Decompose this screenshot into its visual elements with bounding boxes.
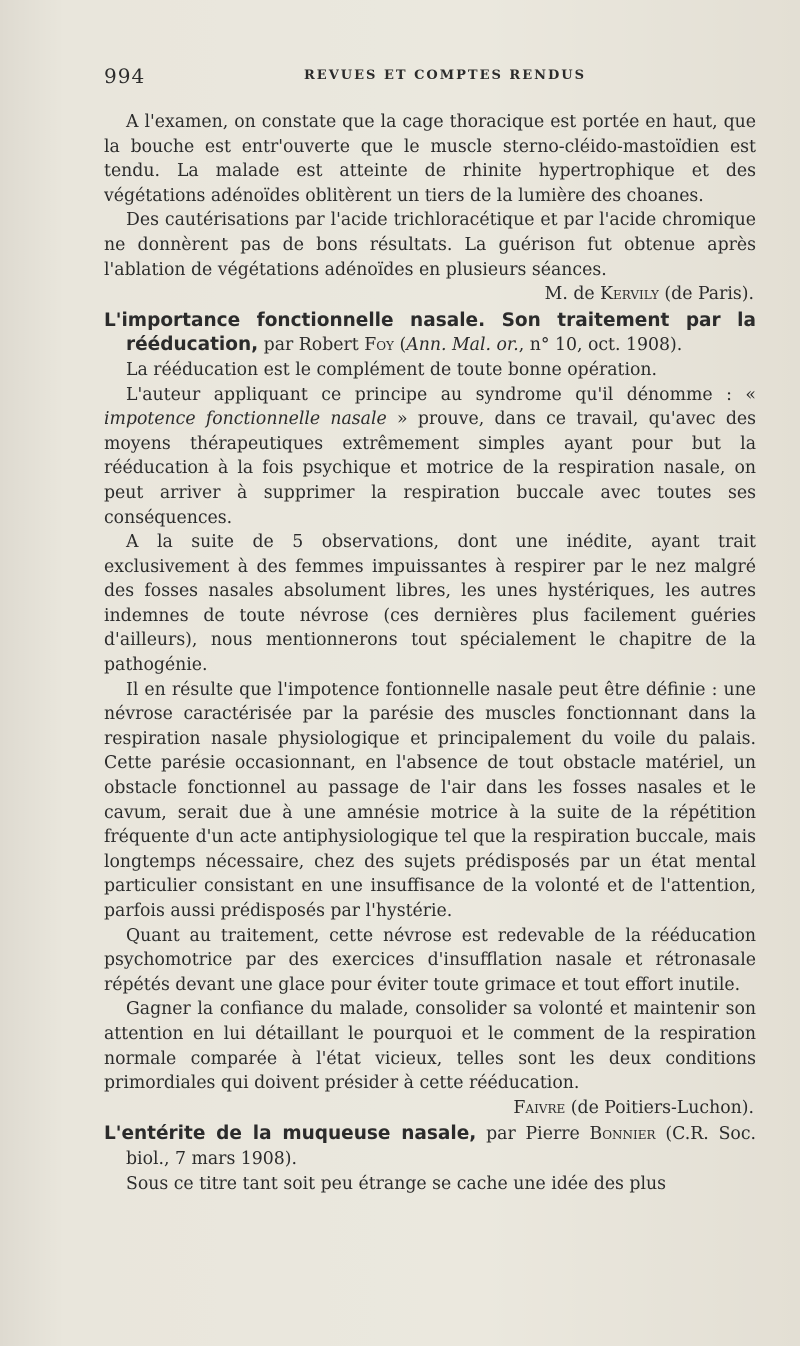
signature-prefix: M. de xyxy=(544,284,601,305)
signature-name: Faivre xyxy=(513,1097,566,1118)
italic-term: impotence fonctionnelle nasale xyxy=(104,409,387,430)
paragraph: A l'examen, on constate que la cage thoracique est portée en haut, que la bouche est entr'ouverte que le muscle sterno-cléido-mastoïdien est tendu. La malade est atteinte de rhinite hypertrophique et des végétations adénoïdes oblitèrent un tiers de la lumière des choanes. xyxy=(104,112,756,206)
reference-rest: , n° 10, oct. 1908). xyxy=(518,335,683,356)
page-body xyxy=(104,110,756,1196)
reference: (C.R. Soc. biol., 7 mars 1908). xyxy=(126,1124,756,1169)
article-title: L'importance fonctionnelle nasale. Son traitement par la rééducation, xyxy=(104,309,756,356)
reviewer-signature xyxy=(104,1096,756,1121)
author-name: Foy xyxy=(364,335,394,356)
signature-name: Kervily xyxy=(600,284,659,305)
paragraph: A la suite de 5 observations, dont une inédite, ayant trait exclusivement à des femmes impuissantes à respirer par le nez malgré des fosses nasales absolument libres, les unes hystériques, les autres indemnes de toute névrose (ces dernières plus facilement guéries d'ailleurs), nous mentionnerons tout spécialement le chapitre de la pathogénie. xyxy=(104,532,756,676)
page-header xyxy=(104,64,754,90)
paragraph xyxy=(104,383,756,531)
paragraph-text: » prouve, dans ce travail, qu'avec des moyens thérapeutiques extrêmement simples ayant pour but la rééducation à la fois psychique et motrice de la respiration nasale, on peut arriver à supprimer la respiration buccale avec toutes ses conséquences. xyxy=(104,409,756,528)
author-name: Bonnier xyxy=(589,1124,656,1145)
signature-place: (de Poitiers-Luchon). xyxy=(565,1097,754,1118)
paragraph: Des cautérisations par l'acide trichloracétique et par l'acide chromique ne donnèrent pas de bons résultats. La guérison fut obtenue après l'ablation de végétations adénoïdes en plusieurs séances. xyxy=(104,210,756,280)
paragraph: Sous ce titre tant soit peu étrange se cache une idée des plus xyxy=(126,1173,666,1194)
article-heading xyxy=(104,1122,756,1171)
paragraph: Gagner la confiance du malade, consolider sa volonté et maintenir son attention en lui détaillant le pourquoi et le comment de la respiration normale comparée à l'état vicieux, telles sont les deux conditions primordiales qui doivent présider à cette rééducation. xyxy=(104,999,756,1094)
article-heading xyxy=(104,309,756,358)
paragraph: Quant au traitement, cette névrose est redevable de la rééducation psychomotrice par des exercices d'insufflation nasale et rétronasale répétés devant une glace pour éviter toute grimace et tout effort inutile. xyxy=(104,925,756,995)
paragraph: Il en résulte que l'impotence fontionnelle nasale peut être définie : une névrose caractérisée par la parésie des muscles fonctionnant dans la respiration nasale physiologique et principalement du voile du palais. Cette parésie occasionnant, en l'absence de tout obstacle matériel, un obstacle fonctionnel au passage de l'air dans les fosses nasales et le cavum, serait due à une amnésie motrice à la suite de la répétition fréquente d'un acte antiphysiologique tel que la respiration buccale, mais longtemps nécessaire, chez des sujets prédisposés par un état mental particulier consistant en une insuffisance de la volonté et de l'attention, parfois aussi prédisposés par l'hystérie. xyxy=(104,679,756,921)
running-head: REVUES ET COMPTES RENDUS xyxy=(304,68,586,83)
author-prefix: par Robert xyxy=(258,335,365,356)
article-title: L'entérite de la muqueuse nasale, xyxy=(104,1123,477,1145)
reviewer-signature xyxy=(104,282,756,307)
signature-place: (de Paris). xyxy=(658,284,754,305)
paragraph: La rééducation est le complément de toute bonne opération. xyxy=(126,359,658,380)
journal-name: Ann. Mal. or. xyxy=(406,335,519,356)
paragraph-text: L'auteur appliquant ce principe au syndrome qu'il dénomme : « xyxy=(126,384,756,405)
reference-open: ( xyxy=(393,335,407,356)
author-prefix: par Pierre xyxy=(476,1124,590,1145)
page-number: 994 xyxy=(104,64,146,88)
